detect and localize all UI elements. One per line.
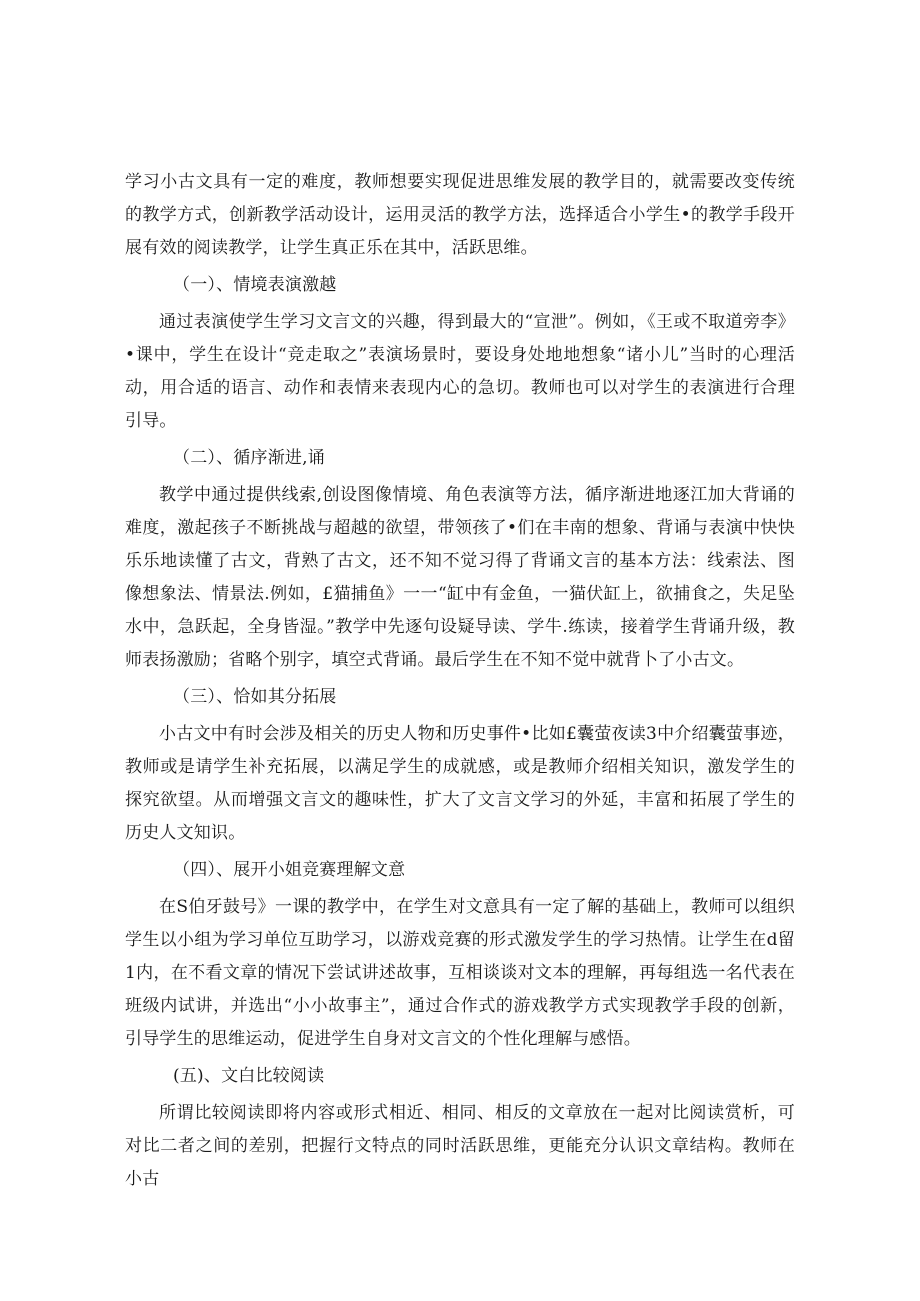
section-body-4: 在S伯牙鼓号》一课的教学中，在学生对文意具有一定了解的基础上，教师可以组织学生以小组为学习单位互助学习，以游戏竞赛的形式激发学生的学习热情。让学生在d留1内，在不看文章的情况下尝试讲述故事，互相谈谈对文本的理解，再每组选一名代表在班级内试讲，并选出“小小故事主”，通过合作式的游戏教学方式实现教学手段的创新，引导学生的思维运动，促进学生自身对文言文的个性化理解与感悟。 <box>125 897 795 1049</box>
section-body-3: 小古文中有时会涉及相关的历史人物和历史事件•比如£囊萤夜读3中介绍囊萤事迹，教师或是请学生补充拓展，以满足学生的成就感，或是教师介绍相关知识，激发学生的探究欲望。从而增强文言文的趣味性，扩大了文言文学习的外延，丰富和拓展了学生的历史人文知识。 <box>125 724 795 843</box>
section-heading-4: （四）、展开小姐竞赛理解文意 <box>173 860 406 880</box>
section-heading-3: （三）、恰如其分拓展 <box>173 687 337 707</box>
intro-paragraph: 学习小古文具有一定的难度，教师想要实现促进思维发展的教学目的，就需要改变传统的教学方式，创新教学活动设计，运用灵活的教学方法，选择适合小学生•的教学手段开展有效的阅读教学，让学生真正乐在其中，活跃思维。 <box>125 172 795 258</box>
section-heading-5: (五)、文白比较阅读 <box>173 1066 325 1086</box>
section-body-5: 所谓比较阅读即将内容或形式相近、相同、相反的文章放在一起对比阅读赏析，可对比二者之间的差别，把握行文特点的同时活跃思维，更能充分认识文章结构。教师在小古 <box>125 1103 795 1189</box>
section-heading-1: （一）、情境表演激越 <box>173 275 337 295</box>
section-body-1: 通过表演使学生学习文言文的兴趣，得到最大的“宣泄”。例如，《王或不取道旁李》•课中，学生在设计“竞走取之”表演场景时，要设身处地地想象“诸小儿”当时的心理活动，用合适的语言、动作和表情来表现内心的急切。教师也可以对学生的表演进行合理引导。 <box>125 312 795 431</box>
section-body-2: 教学中通过提供线索,创设图像情境、角色表演等方法，循序渐进地逐江加大背诵的难度，激起孩子不断挑战与超越的欲望，带领孩了•们在丰南的想象、背诵与表演中快快乐乐地读懂了古文，背熟了古文，还不知不觉习得了背诵文言的基本方法：线索法、图像想象法、情景法.例如，£猫捕鱼》一一“缸中有金鱼，一猫伏缸上，欲捕食之，失足坠水中，急跃起，全身皆湿。”教学中先逐句设疑导读、学牛.练读，接着学生背诵升级，教师表扬激励；省略个别字，填空式背诵。最后学生在不知不觉中就背卜了小古文。 <box>125 485 795 670</box>
document-body <box>125 166 795 1196</box>
section-heading-2: （二）、循序渐进,诵 <box>173 448 325 468</box>
